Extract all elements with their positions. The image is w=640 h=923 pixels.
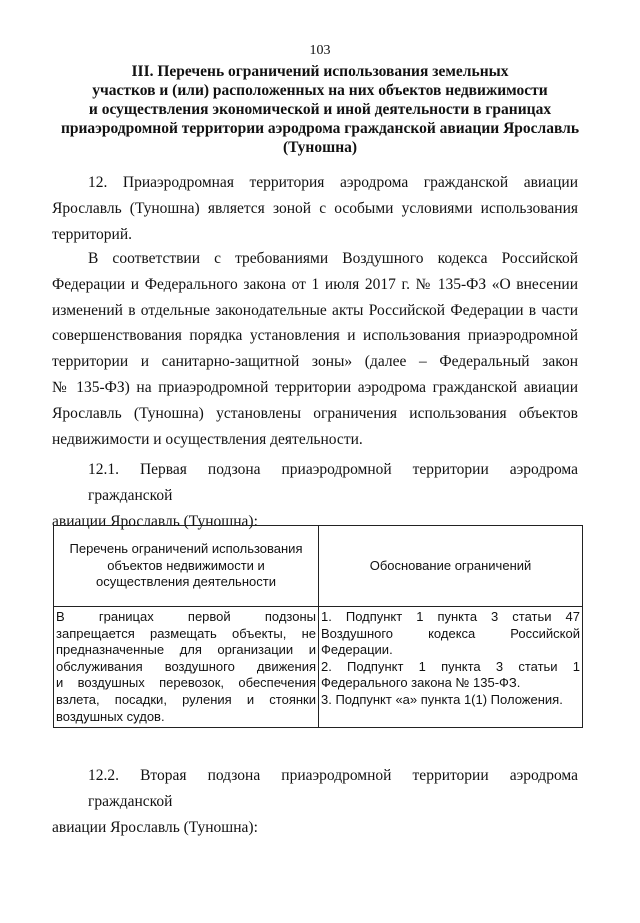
- paragraph-12-1: [52, 457, 578, 534]
- heading-line: приаэродромной территории аэродрома гражданской авиации Ярославль: [60, 120, 580, 137]
- section-heading: [50, 62, 590, 157]
- restriction-cell: [54, 607, 319, 728]
- paragraph-12-2: [52, 763, 578, 840]
- heading-line: участков и (или) расположенных на них объектов недвижимости: [92, 82, 548, 99]
- page-number: 103: [309, 43, 331, 58]
- text-line: изменений в отдельные законодательные акты Российской Федерации в части: [52, 301, 578, 319]
- table-row: [54, 607, 583, 728]
- text-line: Федерации и Федерального закона от 1 июля 2017 г. № 135-ФЗ «О внесении: [52, 275, 578, 293]
- cell-line: предназначенные для организации и: [56, 642, 316, 658]
- justification-cell: [319, 607, 583, 728]
- text-line: совершенствования порядка установления и использования приаэродромной: [52, 327, 578, 345]
- header-restrictions: Перечень ограничений использования объектов недвижимости и осуществления деятельности: [54, 526, 319, 607]
- cell-line: Федерального закона № 135-ФЗ.: [321, 675, 521, 691]
- heading-line: (Туношна): [282, 139, 358, 156]
- text-line: авиации Ярославль (Туношна):: [52, 512, 258, 530]
- heading-line: и осуществления экономической и иной деятельности в границах: [88, 101, 552, 118]
- cell-line: 3. Подпункт «а» пункта 1(1) Положения.: [321, 691, 563, 707]
- text-line: авиации Ярославль (Туношна):: [52, 818, 258, 836]
- cell-line: воздушных судов.: [56, 708, 165, 724]
- cell-line: 2. Подпункт 1 пункта 3 статьи 1: [321, 658, 580, 674]
- header-justification: Обоснование ограничений: [319, 526, 583, 607]
- cell-line: и воздушных перевозок, обеспечения: [56, 675, 316, 691]
- text-line: № 135-ФЗ) на приаэродромной территории аэродрома гражданской авиации: [52, 378, 578, 396]
- cell-line: 1. Подпункт 1 пункта 3 статьи 47: [321, 609, 580, 624]
- text-line: территорий.: [52, 225, 132, 243]
- text-line: Ярославль (Туношна) является зоной с особыми условиями использования: [52, 199, 578, 217]
- text-line: 12. Приаэродромная территория аэродрома гражданской авиации: [88, 174, 578, 191]
- table-header-row: [54, 526, 583, 607]
- cell-line: В границах первой подзоны: [56, 609, 316, 624]
- restrictions-table: [53, 525, 583, 728]
- text-line: 12.2. Вторая подзона приаэродромной территории аэродрома гражданской: [88, 767, 578, 810]
- cell-line: обслуживания воздушного движения: [56, 658, 316, 674]
- text-line: 12.1. Первая подзона приаэродромной территории аэродрома гражданской: [88, 461, 578, 504]
- text-line: недвижимости и осуществления деятельности.: [52, 430, 363, 448]
- cell-line: запрещается размещать объекты, не: [56, 625, 316, 641]
- cell-line: Воздушного кодекса Российской: [321, 625, 580, 641]
- paragraph-12: [52, 170, 578, 247]
- text-line: территории и санитарно-защитной зоны» (далее – Федеральный закон: [52, 353, 578, 371]
- heading-line: III. Перечень ограничений использования земельных: [131, 63, 509, 80]
- cell-line: взлета, посадки, руления и стоянки: [56, 691, 316, 707]
- paragraph-legal-basis: [52, 246, 578, 452]
- text-line: В соответствии с требованиями Воздушного кодекса Российской: [88, 250, 578, 267]
- text-line: Ярославль (Туношна) установлены ограничения использования объектов: [52, 404, 578, 422]
- cell-line: Федерации.: [321, 642, 393, 658]
